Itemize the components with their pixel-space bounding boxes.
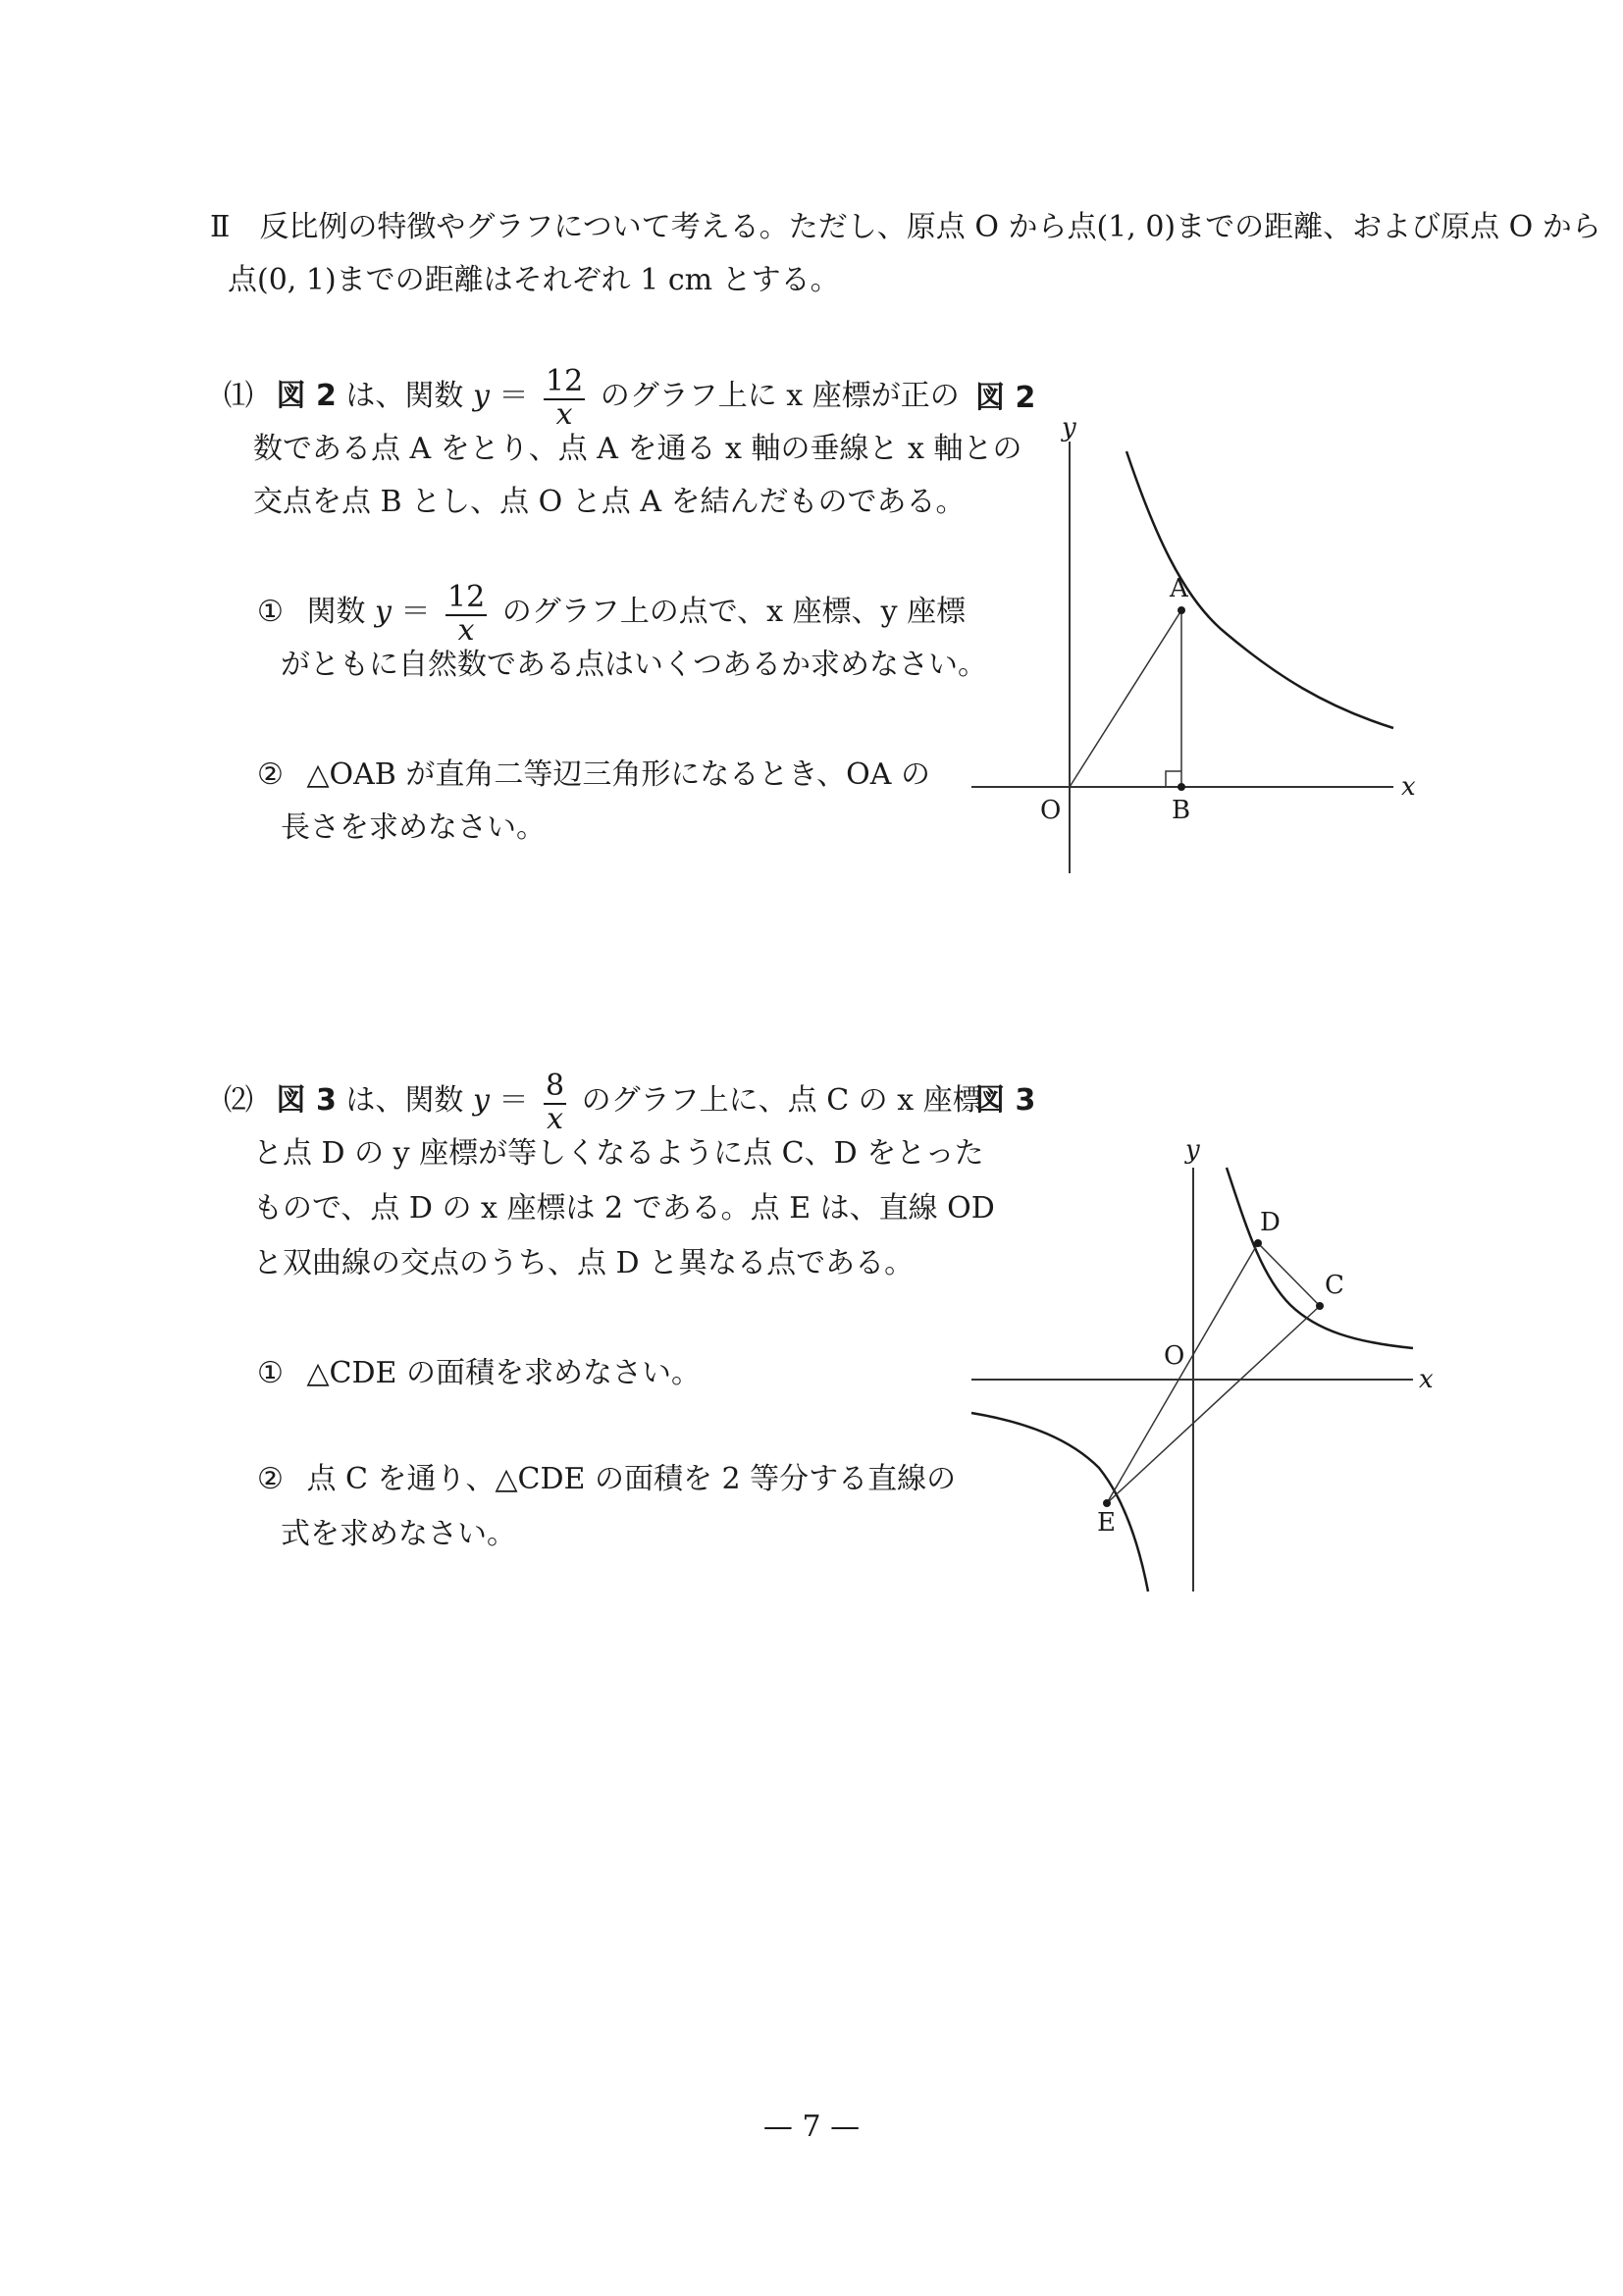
fig3-hyperbola-branch-2 (971, 1413, 1148, 1592)
q1-sub2-line-2: 長さを求めなさい。 (281, 810, 546, 845)
q1-text-1a: は、関数 (345, 379, 464, 413)
q1-fraction (544, 365, 585, 430)
q1-sub1-text-a: 関数 (306, 595, 366, 629)
fig2-graph (962, 412, 1433, 883)
fig3-title: 図 3 (975, 1083, 1036, 1118)
fig3-segment-de (1107, 1243, 1258, 1503)
q1-equals: ＝ (498, 379, 529, 413)
q2-equals: ＝ (498, 1083, 529, 1118)
q2-number: ⑵ (224, 1083, 253, 1118)
q2-sub2-line-1 (257, 1452, 956, 1507)
q2-sub1-mark: ① (257, 1356, 284, 1390)
q1-frac-denominator: x (555, 397, 573, 432)
intro-line-2: 点(0, 1)までの距離はそれぞれ 1 cm とする。 (228, 263, 840, 297)
fig2-segment-oa (1070, 610, 1181, 787)
q2-frac-numerator: 8 (546, 1069, 565, 1103)
q1-sub1-line-2: がともに自然数である点はいくつあるか求めなさい。 (281, 648, 987, 682)
fig2-y-label: y (1062, 413, 1076, 443)
q1-sub1-mark: ① (257, 595, 284, 629)
q1-number: ⑴ (224, 379, 253, 413)
fig2-title: 図 2 (975, 381, 1036, 415)
q1-sub1-y-var: y (375, 595, 392, 629)
q2-sub2-mark: ② (257, 1462, 284, 1496)
q2-figure-ref: 図 3 (276, 1083, 337, 1118)
q2-line-2: と点 D の y 座標が等しくなるように点 C、D をとった (253, 1136, 984, 1171)
q1-line-2: 数である点 A をとり、点 A を通る x 軸の垂線と x 軸との (253, 432, 1022, 466)
q2-line-1 (224, 1070, 982, 1134)
intro-line-1: Ⅱ 反比例の特徴やグラフについて考える。ただし、原点 O から点(1, 0)までの距離、および原点 O から (210, 210, 1601, 244)
q2-text-1b: のグラフ上に、点 C の x 座標 (581, 1083, 982, 1118)
fig2-point-b (1178, 783, 1185, 791)
q1-sub1-line-1 (257, 581, 966, 646)
q2-line-4: と双曲線の交点のうち、点 D と異なる点である。 (253, 1246, 915, 1280)
fig3-segment-ce (1107, 1306, 1320, 1503)
fig3-point-e (1103, 1499, 1111, 1507)
q1-frac-numerator: 12 (546, 364, 584, 398)
q1-line-1 (224, 365, 960, 430)
fig3-y-label: y (1185, 1135, 1200, 1165)
fig2-hyperbola (1126, 451, 1393, 728)
q2-frac-denominator: x (547, 1102, 564, 1136)
q1-figure-ref: 図 2 (276, 379, 337, 413)
fig3-o-label: O (1164, 1341, 1185, 1371)
q1-sub1-fraction (445, 581, 487, 646)
fig2-point-a (1178, 606, 1185, 614)
fig3-d-label: D (1260, 1208, 1281, 1237)
q2-sub1-text-a: △CDE の面積を求めなさい。 (306, 1356, 701, 1390)
q1-sub2-mark: ② (257, 757, 284, 792)
fig2-o-label: O (1040, 796, 1062, 825)
q1-sub1-equals: ＝ (400, 595, 431, 629)
fig3-graph (962, 1128, 1452, 1609)
page-number: — 7 — (762, 2110, 861, 2144)
q1-text-1b: のグラフ上に x 座標が正の (600, 379, 960, 413)
q1-sub1-frac-denominator: x (457, 613, 475, 648)
q2-fraction (544, 1070, 566, 1134)
fig2-b-label: B (1172, 796, 1191, 825)
fig3-point-c (1316, 1302, 1324, 1310)
q2-sub2-text-a: 点 C を通り、△CDE の面積を 2 等分する直線の (306, 1462, 957, 1496)
fig3-c-label: C (1325, 1271, 1344, 1300)
q2-text-1a: は、関数 (345, 1083, 464, 1118)
q1-sub2-line-1 (257, 748, 930, 803)
fig3-point-d (1254, 1239, 1262, 1247)
fig3-hyperbola-branch-1 (1227, 1168, 1413, 1348)
fig2-x-label: x (1401, 772, 1416, 802)
fig2-a-label: A (1170, 574, 1188, 603)
q1-y-var: y (472, 379, 490, 413)
q2-sub1-line-1 (257, 1346, 701, 1401)
fig3-e-label: E (1097, 1508, 1116, 1538)
q1-sub1-frac-numerator: 12 (447, 580, 486, 614)
q1-sub2-text-a: △OAB が直角二等辺三角形になるとき、OA の (306, 757, 930, 792)
q1-sub1-text-b: のグラフ上の点で、x 座標、y 座標 (501, 595, 967, 629)
q2-line-3: もので、点 D の x 座標は 2 である。点 E は、直線 OD (253, 1191, 995, 1226)
q2-y-var: y (472, 1083, 490, 1118)
q2-sub2-line-2: 式を求めなさい。 (281, 1517, 516, 1551)
fig3-x-label: x (1419, 1365, 1434, 1394)
q1-line-3: 交点を点 B とし、点 O と点 A を結んだものである。 (253, 485, 966, 519)
